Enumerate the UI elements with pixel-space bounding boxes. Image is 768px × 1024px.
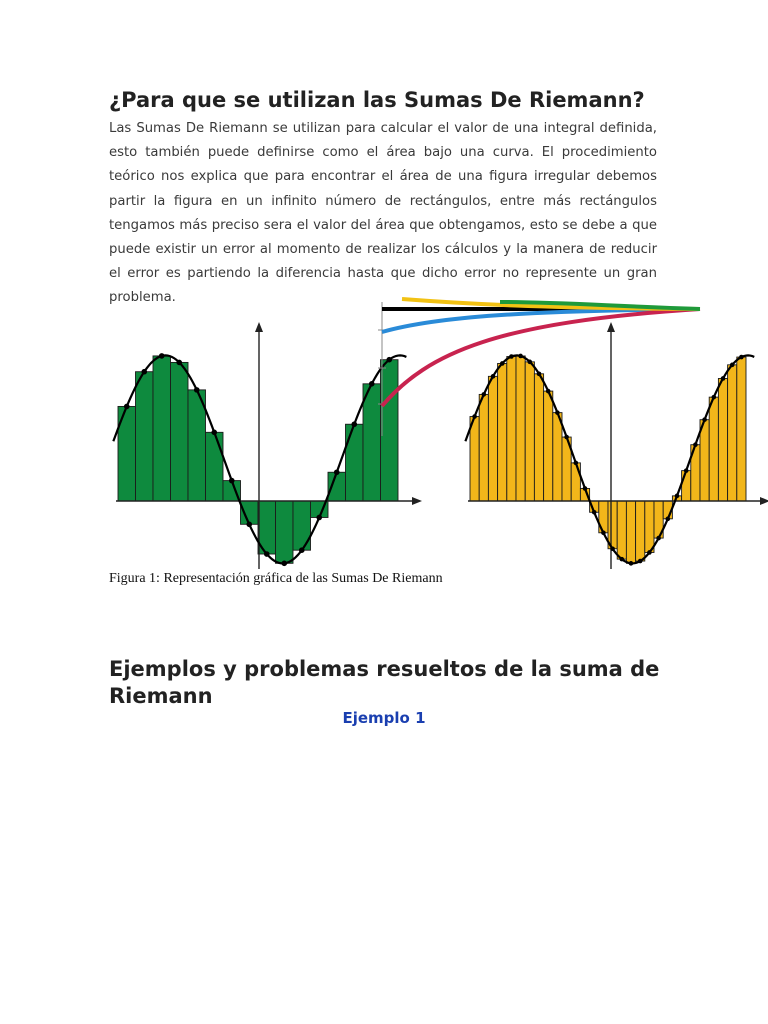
fine-riemann-panel (465, 322, 768, 569)
riemann-bar (718, 378, 727, 501)
riemann-bar (363, 384, 381, 501)
sample-point (316, 515, 322, 521)
x-axis-arrow (412, 497, 422, 505)
sample-point (509, 354, 514, 359)
riemann-bar (737, 357, 746, 501)
sample-point (537, 372, 542, 377)
riemann-bar (488, 376, 497, 501)
riemann-bar (171, 362, 189, 501)
riemann-bar (626, 501, 635, 563)
riemann-bar (516, 356, 525, 501)
sample-point (141, 369, 147, 375)
riemann-bar (470, 417, 479, 501)
sample-point (264, 551, 270, 557)
riemann-bar (700, 420, 709, 501)
sample-point (730, 363, 735, 368)
riemann-bar (525, 362, 534, 501)
sample-point (721, 376, 726, 381)
riemann-bar (544, 391, 553, 501)
y-axis-arrow (607, 322, 615, 332)
sample-point (712, 395, 717, 400)
sample-point (159, 353, 165, 359)
coarse-riemann-panel (113, 322, 422, 569)
riemann-bar (571, 463, 580, 501)
sample-point (491, 374, 496, 379)
sample-point (564, 435, 569, 440)
sample-point (610, 546, 615, 551)
page-title: ¿Para que se utilizan las Sumas De Riemann? (109, 88, 645, 112)
riemann-bar (346, 424, 364, 501)
sample-point (666, 517, 671, 522)
sample-point (500, 361, 505, 366)
sample-point (229, 478, 235, 484)
sample-point (482, 392, 487, 397)
riemann-bar (507, 357, 516, 501)
riemann-bar (728, 365, 737, 501)
sample-point (369, 381, 375, 387)
sample-point (546, 389, 551, 394)
sample-point (693, 442, 698, 447)
sample-point (675, 494, 680, 499)
x-axis-arrow (760, 497, 768, 505)
sample-point (351, 421, 357, 427)
sample-point (638, 559, 643, 564)
sample-point (528, 360, 533, 365)
sample-point (194, 387, 200, 393)
sample-point (702, 417, 707, 422)
sample-point (601, 530, 606, 535)
riemann-bar (498, 363, 507, 501)
riemann-bar (206, 432, 224, 501)
section-heading: Ejemplos y problemas resueltos de la suma de Riemann (109, 657, 660, 708)
sample-point (739, 355, 744, 360)
riemann-bar (645, 501, 654, 552)
figure-caption: Figura 1: Representación gráfica de las Sumas De Riemann (109, 571, 443, 586)
sample-point (386, 357, 392, 363)
riemann-bar (381, 360, 399, 501)
sample-point (124, 404, 130, 410)
sample-point (299, 547, 305, 553)
sample-point (211, 430, 217, 436)
riemann-bar (276, 501, 294, 563)
riemann-bar (617, 501, 626, 559)
sample-point (334, 469, 340, 475)
riemann-bar (136, 372, 154, 501)
riemann-bar (534, 374, 543, 501)
riemann-bar (709, 397, 718, 501)
sample-point (620, 557, 625, 562)
sample-point (656, 536, 661, 541)
y-axis-arrow (255, 322, 263, 332)
sample-point (592, 510, 597, 515)
sample-point (281, 561, 287, 567)
riemann-bar (553, 413, 562, 501)
riemann-figure (108, 292, 768, 570)
sample-point (684, 468, 689, 473)
sample-point (518, 354, 523, 359)
sample-point (647, 550, 652, 555)
sample-point (629, 561, 634, 566)
sample-point (574, 461, 579, 466)
sample-point (246, 522, 252, 528)
example-label: Ejemplo 1 (342, 709, 426, 727)
riemann-bar (153, 356, 171, 501)
sample-point (472, 414, 477, 419)
riemann-bar (636, 501, 645, 561)
riemann-bar (479, 394, 488, 501)
sample-point (176, 360, 182, 366)
sample-point (583, 486, 588, 491)
riemann-bar (188, 390, 206, 501)
riemann-bar (682, 471, 691, 501)
intro-paragraph: Las Sumas De Riemann se utilizan para calcular el valor de una integral definida, esto también puede definirse como el área bajo una curva. El procedimiento teórico nos explica que para encontrar el área de una figura irregular debemos partir la figura en un infinito número de rectángulos, entre más rectángulos tengamos más preciso sera el valor del área que obtengamos, esto se debe a que puede existir un error al momento de realizar los cálculos y la manera de reducir el error es partiendo la diferencia hasta que dicho error no represente un gran problema. (109, 121, 657, 306)
sample-point (555, 410, 560, 415)
